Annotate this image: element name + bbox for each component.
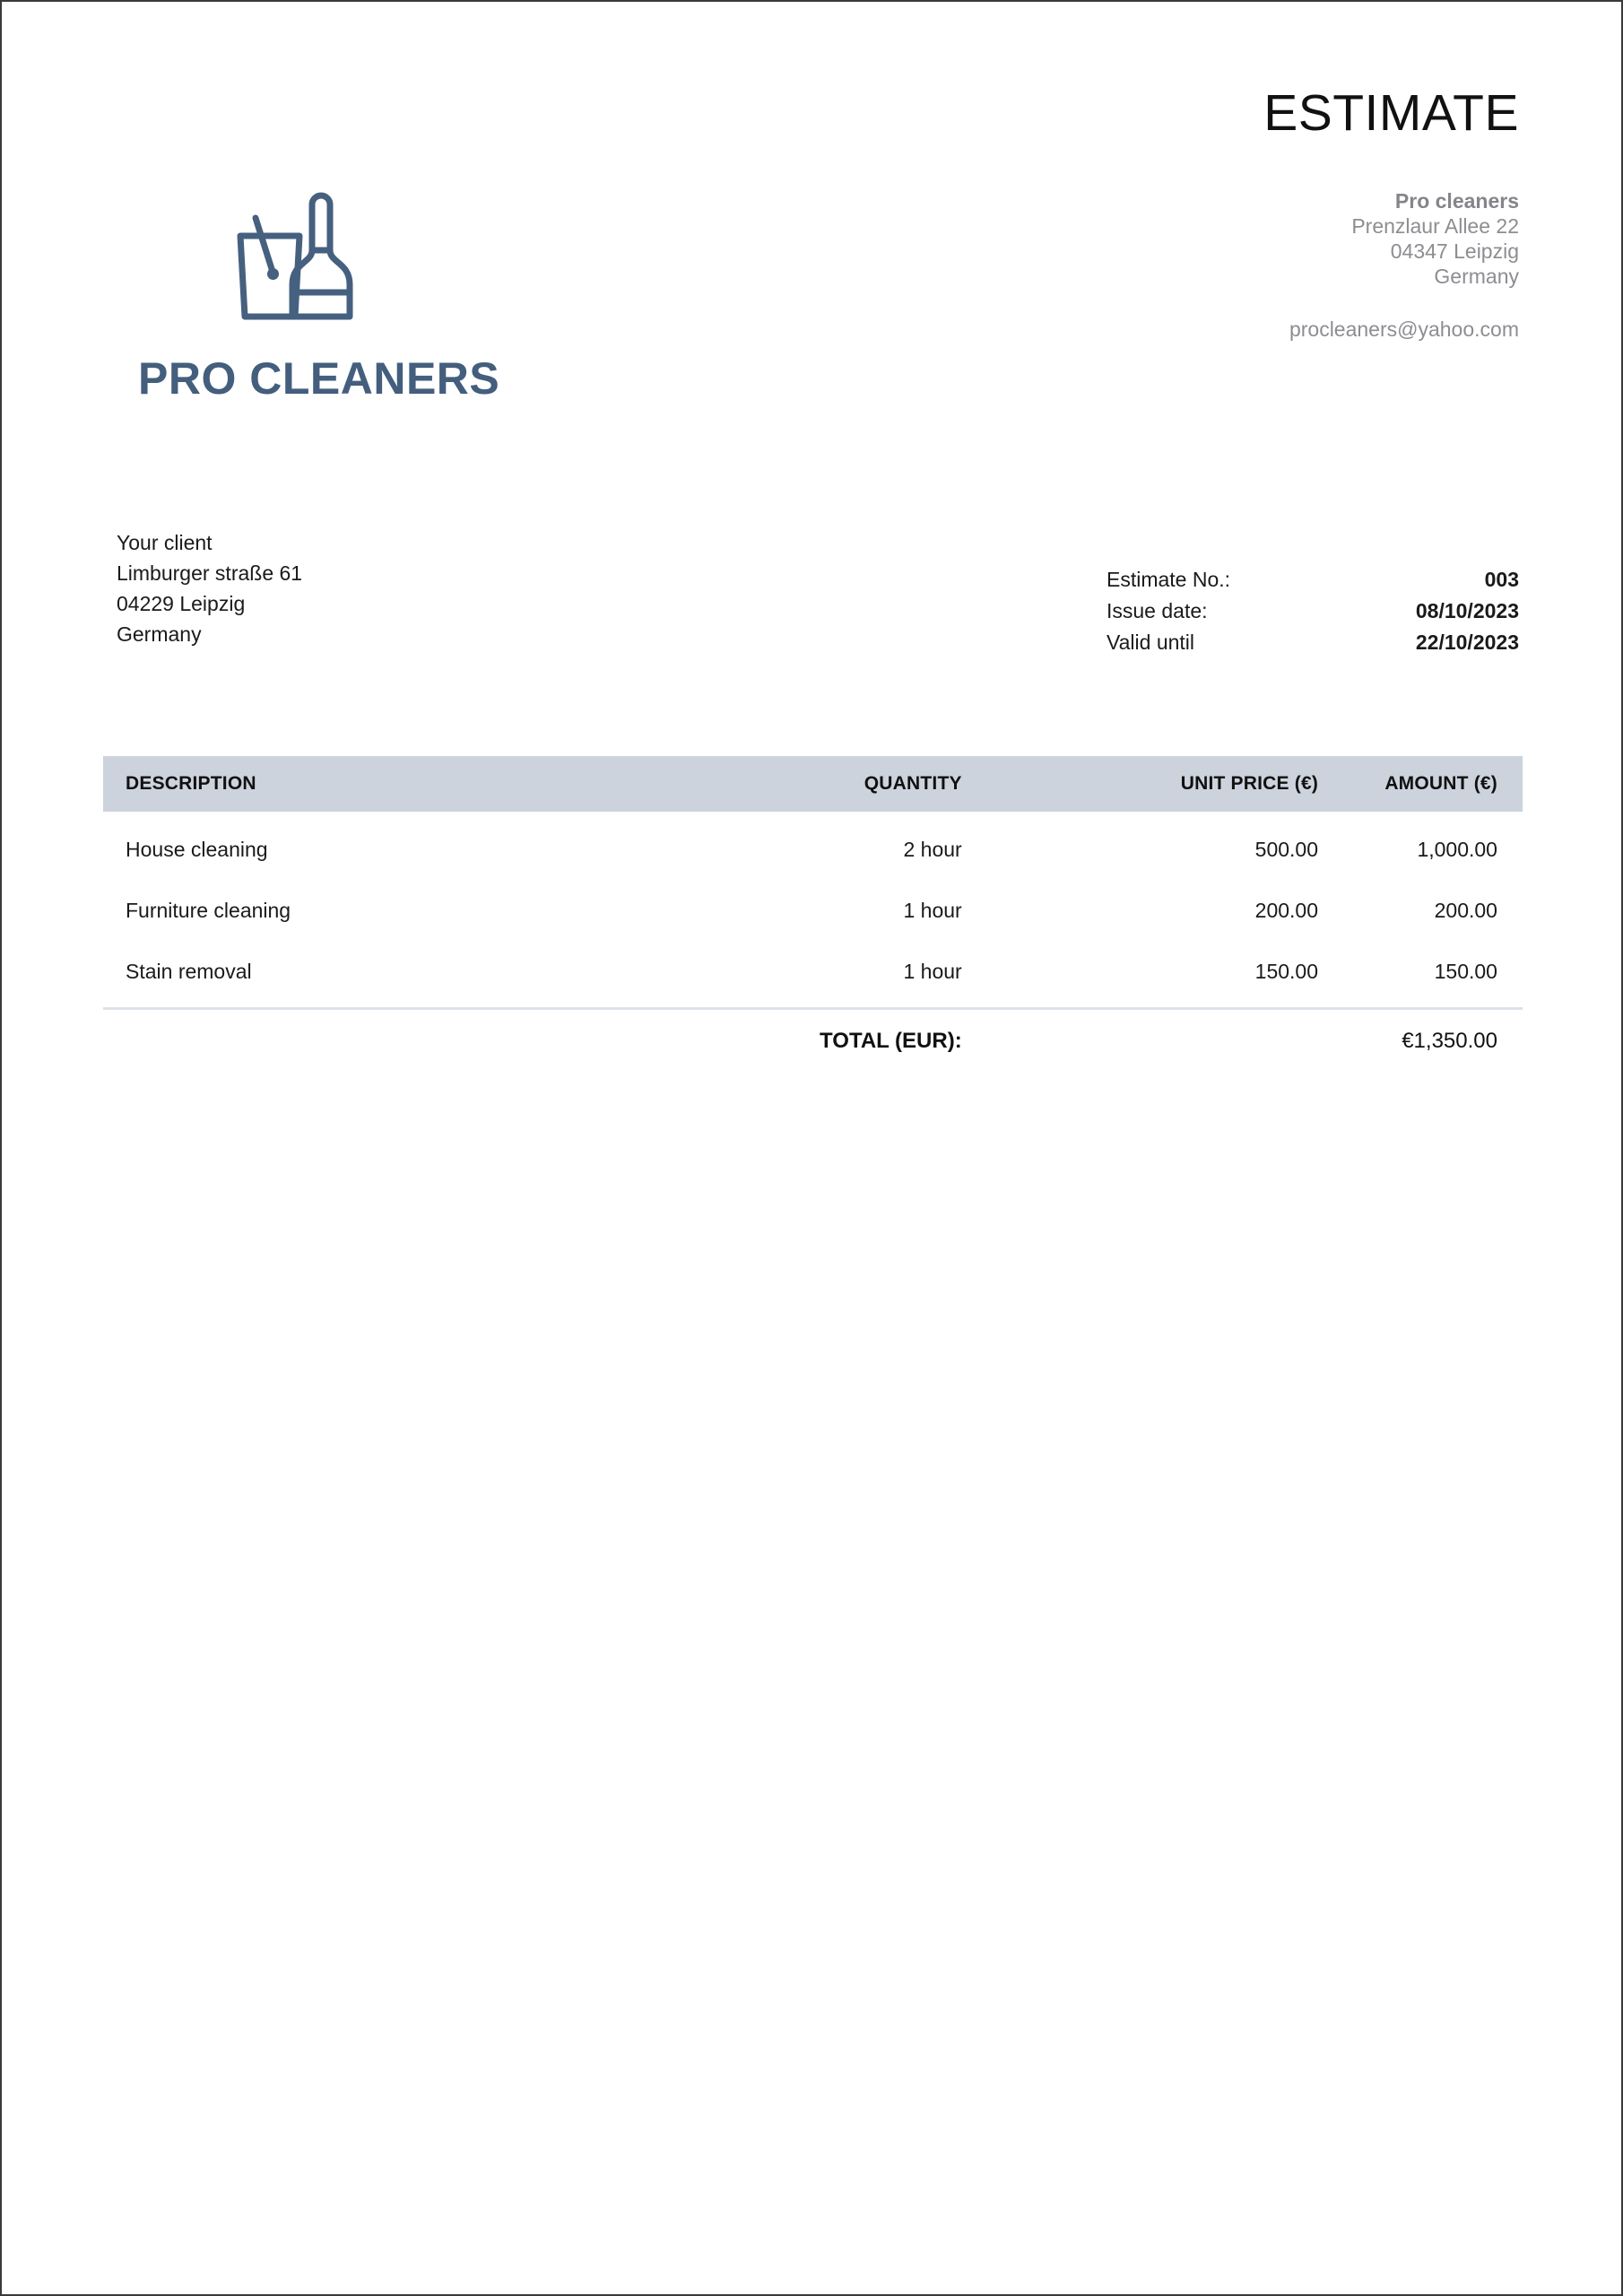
- issuer-city: 04347 Leipzig: [1390, 239, 1519, 263]
- page-title: ESTIMATE: [1263, 84, 1519, 142]
- meta-row-issue-date: [1107, 596, 1519, 627]
- client-name: Your client: [117, 531, 213, 554]
- cell-quantity: 1 hour: [903, 959, 962, 983]
- meta-label-issue-date: Issue date:: [1107, 599, 1208, 622]
- cell-description: Stain removal: [126, 959, 252, 983]
- total-label: TOTAL (EUR):: [820, 1029, 962, 1053]
- stick-tip-icon: [267, 268, 279, 280]
- meta-label-estimate-no: Estimate No.:: [1107, 568, 1231, 591]
- bucket-and-brush-icon: [237, 186, 385, 343]
- cell-unit-price: 150.00: [1254, 959, 1319, 983]
- issuer-country: Germany: [1434, 265, 1519, 288]
- client-city: 04229 Leipzig: [117, 592, 246, 615]
- issuer-name: Pro cleaners: [1394, 189, 1519, 213]
- client-address-block: [117, 527, 302, 649]
- table-header-row: [103, 756, 1523, 812]
- issuer-email: procleaners@yahoo.com: [1289, 317, 1519, 341]
- meta-value-estimate-no: 003: [1484, 568, 1519, 591]
- line-items-table: [103, 756, 1523, 1073]
- meta-label-valid-until: Valid until: [1107, 631, 1195, 654]
- estimate-meta-block: [1107, 564, 1519, 658]
- logo-mark: [237, 186, 385, 343]
- meta-value-issue-date: 08/10/2023: [1415, 599, 1519, 622]
- cell-quantity: 1 hour: [903, 898, 962, 922]
- brush-handle-icon: [312, 196, 330, 250]
- client-country: Germany: [117, 622, 202, 646]
- client-street: Limburger straße 61: [117, 561, 303, 585]
- cell-amount: 1,000.00: [1417, 837, 1497, 861]
- cell-description: Furniture cleaning: [126, 898, 291, 922]
- cell-amount: 150.00: [1434, 959, 1497, 983]
- brand-name: PRO CLEANERS: [138, 353, 500, 404]
- cell-amount: 200.00: [1434, 898, 1497, 922]
- stick-icon: [256, 218, 273, 272]
- column-header-quantity: QUANTITY: [864, 773, 962, 794]
- column-header-unit-price: UNIT PRICE (€): [1180, 773, 1319, 794]
- total-value: €1,350.00: [1402, 1029, 1497, 1053]
- cell-unit-price: 500.00: [1254, 837, 1319, 861]
- meta-row-valid-until: [1107, 627, 1519, 658]
- cell-description: House cleaning: [126, 837, 268, 861]
- meta-row-estimate-no: [1107, 564, 1519, 596]
- table-row: [103, 880, 1523, 941]
- cell-unit-price: 200.00: [1254, 898, 1319, 922]
- cell-quantity: 2 hour: [903, 837, 962, 861]
- column-header-description: DESCRIPTION: [126, 773, 256, 794]
- meta-value-valid-until: 22/10/2023: [1415, 631, 1519, 654]
- total-row: [103, 1010, 1523, 1073]
- issuer-address-block: [1351, 188, 1519, 289]
- table-row: [103, 819, 1523, 880]
- table-row: [103, 941, 1523, 1002]
- issuer-street: Prenzlaur Allee 22: [1351, 214, 1519, 238]
- company-logo: [138, 186, 500, 446]
- column-header-amount: AMOUNT (€): [1384, 773, 1497, 794]
